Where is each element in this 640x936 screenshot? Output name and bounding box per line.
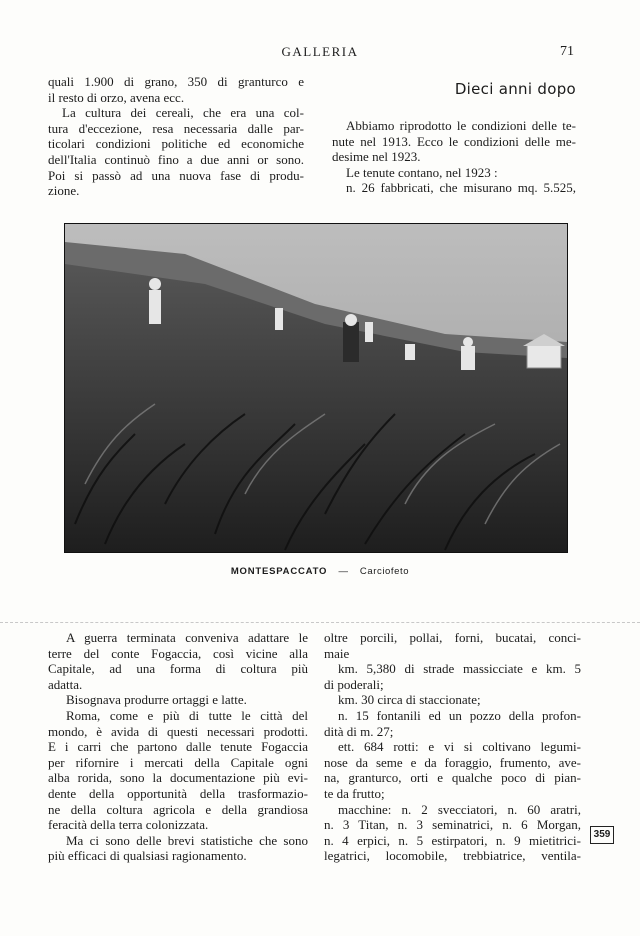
paragraph <box>324 692 581 708</box>
running-title: GALLERIA <box>281 44 359 59</box>
text-line: Abbiamo riprodotto le condizioni delle te- <box>346 118 576 133</box>
paragraph <box>48 74 304 105</box>
text-line: ne della coltura agricola e della grandiosa <box>48 801 308 817</box>
paragraph <box>48 833 308 864</box>
text-line: n. 26 fabbricati, che misurano mq. 5.525, <box>346 180 576 196</box>
text-line: macchine: n. 2 svecciatori, n. 60 aratri, <box>338 801 581 817</box>
text-line: Le tenute contano, nel 1923 : <box>346 164 498 180</box>
photo-illustration <box>65 224 567 552</box>
top-right-column <box>332 118 576 196</box>
paragraph <box>324 630 581 661</box>
paragraph <box>332 165 576 196</box>
text-line: dente della opportunità della trasformazio- <box>48 785 308 801</box>
text-line: Poi si passò ad una nuova fase di produ- <box>48 167 304 183</box>
text-line: E i carri che partono dalle tenute Fogaccia <box>48 739 308 755</box>
text-line: legatrici, locomobile, trebbiatrice, ventila- <box>324 848 581 864</box>
text-line: Capitale, ad una forma di coltura più <box>48 661 308 677</box>
text-line: il resto di orzo, avena ecc. <box>48 89 185 105</box>
page-number: 71 <box>560 44 574 59</box>
bottom-left-column <box>48 630 308 864</box>
section-divider <box>0 622 640 623</box>
text-line: per rifornire i mercati della Capitale ogni <box>48 754 308 770</box>
paragraph <box>48 692 308 708</box>
top-left-column <box>48 74 304 199</box>
text-line: n. 15 fontanili ed un pozzo della profon- <box>338 707 581 723</box>
text-line: nose da seme e da foraggio, frumento, ave- <box>324 754 581 770</box>
paragraph <box>48 708 308 833</box>
text-line: Ma ci sono delle brevi statistiche che sono <box>66 832 308 848</box>
text-line: km. 30 circa di staccionate; <box>338 692 481 708</box>
text-line: Roma, come e più di tutte le città del <box>66 707 308 723</box>
paragraph <box>324 739 581 801</box>
text-line: nute nel 1913. Ecco le condizioni delle me- <box>332 133 576 149</box>
text-line: tura d'eccezione, resa necessaria dalle par- <box>48 120 304 136</box>
text-line: maie <box>324 645 350 661</box>
paragraph <box>324 708 581 739</box>
text-line: adatta. <box>48 676 83 692</box>
text-line: più efficaci di qualsiasi ragionamento. <box>48 848 247 864</box>
paragraph <box>48 105 304 199</box>
text-line: quali 1.900 di grano, 350 di granturco e <box>48 74 304 89</box>
text-line: mondo, è avida di questi necessari prodotti. <box>48 723 308 739</box>
text-line: A guerra terminata conveniva adattare le <box>66 630 308 645</box>
section-heading: Dieci anni dopo <box>454 80 576 98</box>
text-line: desime nel 1923. <box>332 149 421 165</box>
text-line: ett. 684 rotti: e vi si coltivano legumi- <box>338 739 581 755</box>
text-line: dità di m. 27; <box>324 723 394 739</box>
text-line: na, granturco, orti e qualche poco di pian- <box>324 770 581 786</box>
paragraph <box>324 661 581 692</box>
caption-separator: — <box>338 566 349 577</box>
text-line: zione. <box>48 183 80 199</box>
paragraph <box>324 802 581 864</box>
text-line: feracità della terra colonizzata. <box>48 817 209 833</box>
text-line: oltre porcili, pollai, forni, bucatai, conci- <box>324 630 581 645</box>
text-line: n. 3 Titan, n. 3 seminatrici, n. 6 Morgan, <box>324 817 581 833</box>
caption-subject: Carciofeto <box>359 566 410 577</box>
page-stamp: 359 <box>590 826 614 844</box>
text-line: km. 5,380 di strade massicciate e km. 5 <box>338 661 581 677</box>
figure-caption <box>0 566 640 577</box>
text-line: di poderali; <box>324 676 384 692</box>
text-line: La cultura dei cereali, che era una col- <box>62 105 304 121</box>
paragraph <box>332 118 576 165</box>
paragraph <box>48 630 308 692</box>
text-line: ticolari condizioni politiche ed economiche <box>48 136 304 152</box>
artichoke-field-photo <box>64 223 568 553</box>
text-line: Bisognava produrre ortaggi e latte. <box>66 692 247 708</box>
text-line: dell'Italia continuò fino a due anni or sono. <box>48 151 304 167</box>
bottom-right-column <box>324 630 581 864</box>
text-line: n. 4 erpici, n. 5 estirpatori, n. 9 mietitrici- <box>324 832 581 848</box>
caption-place: MONTESPACCATO <box>230 566 328 577</box>
text-line: terre del conte Fogaccia, così vicine alla <box>48 645 308 661</box>
text-line: te da frutto; <box>324 785 385 801</box>
text-line: alba rorida, sono la documentazione più evi- <box>48 770 308 786</box>
